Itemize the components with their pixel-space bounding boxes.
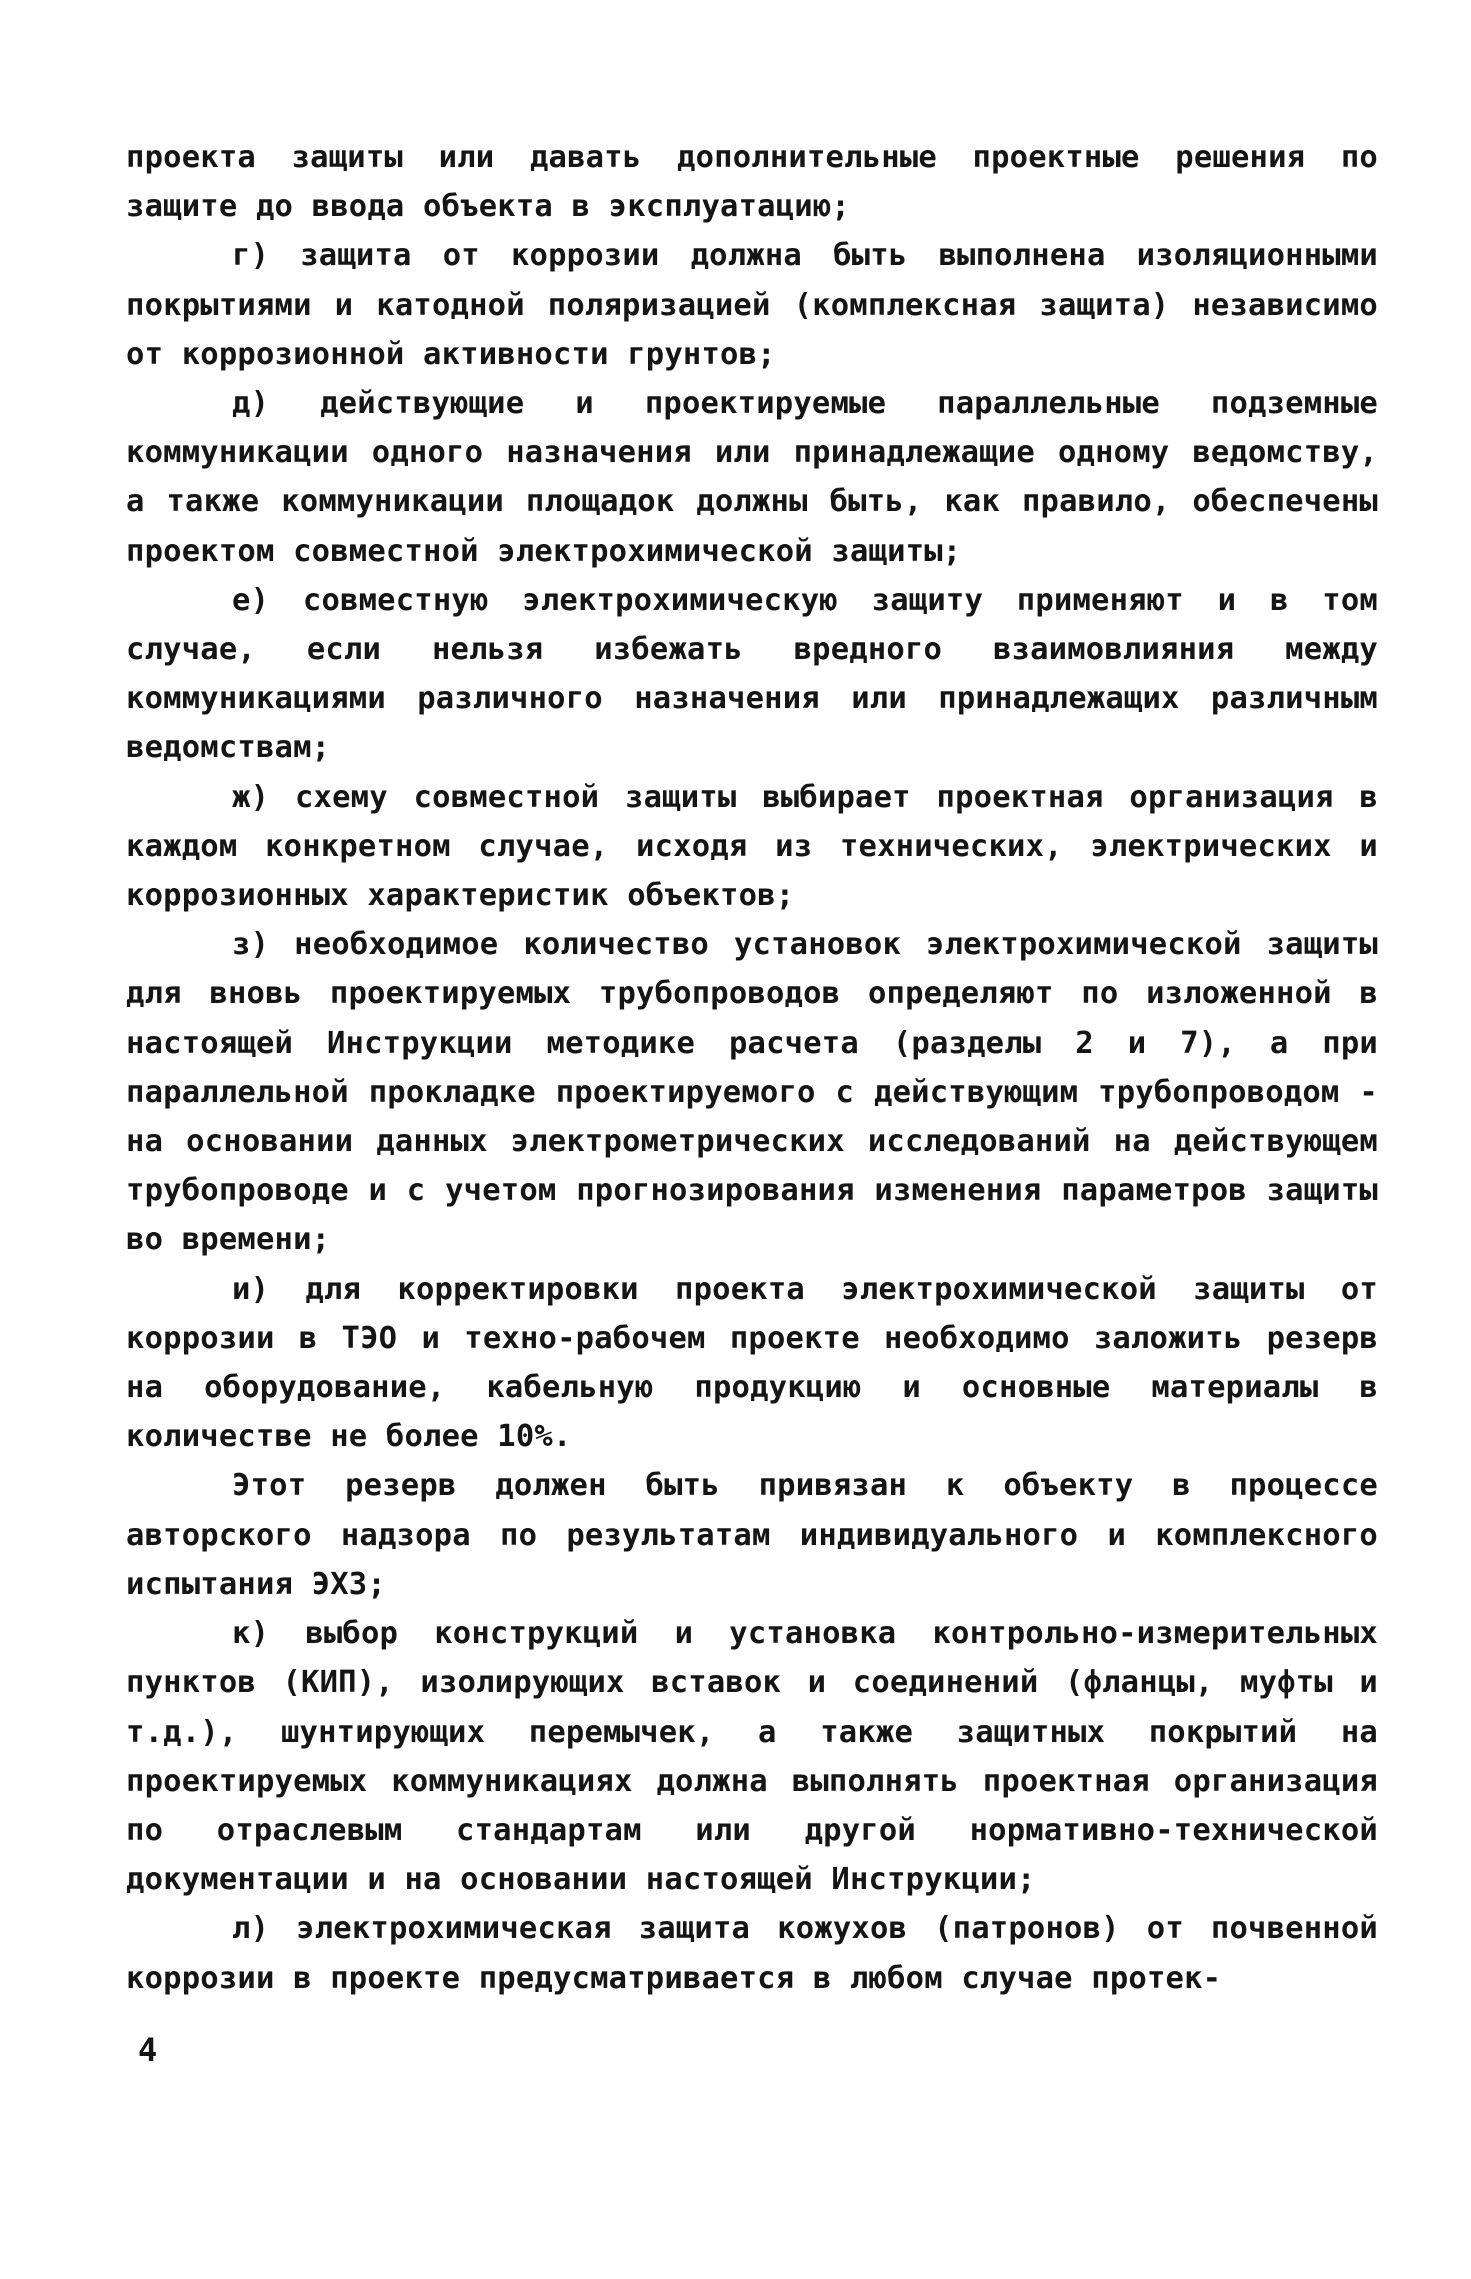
paragraph-item-zh: ж) схему совместной защиты выбирает проектная организация в каждом конкретном случае, исходя из технических, электрических и коррозионных характеристик объектов; xyxy=(126,779,1378,914)
paragraph-item-i: и) для корректировки проекта электрохимической защиты от коррозии в ТЭО и техно-рабочем проекте необходимо заложить резерв на оборудование, кабельную продукцию и основные материалы в количестве не более 10%. xyxy=(126,1271,1378,1455)
paragraph-item-z: з) необходимое количество установок электрохимической защиты для вновь проектируемых трубопроводов определяют по изложенной в настоящей Инструкции методике расчета (разделы 2 и 7), а при параллельной прокладке проектируемого с действующим трубопроводом - на основании данных электрометрических исследований на действующем трубопроводе и с учетом прогнозирования изменения параметров защиты во времени; xyxy=(126,927,1378,1258)
paragraph-item-e: е) совместную электрохимическую защиту применяют и в том случае, если нельзя избежать вредного взаимовлияния между коммуникациями различного назначения или принадлежащих различным ведомствам; xyxy=(126,582,1378,766)
page-number: 4 xyxy=(138,2031,158,2069)
paragraph-item-g: г) защита от коррозии должна быть выполнена изоляционными покрытиями и катодной поляризацией (комплексная защита) независимо от коррозионной активности грунтов; xyxy=(126,238,1378,372)
paragraph-item-d: д) действующие и проектируемые параллельные подземные коммуникации одного назначения или принадлежащие одному ведомству, а также коммуникации площадок должны быть, как правило, обеспечены проектом совместной электрохимической защиты; xyxy=(126,386,1378,569)
paragraph-continuation: проекта защиты или давать дополнительные проектные решения по защите до ввода объекта в эксплуатацию; xyxy=(126,140,1378,225)
paragraph-item-l: л) электрохимическая защита кожухов (патронов) от почвенной коррозии в проекте предусматривается в любом случае протек- xyxy=(126,1911,1378,1996)
body-text xyxy=(126,133,1378,2003)
paragraph-reserve-note: Этот резерв должен быть привязан к объекту в процессе авторского надзора по результатам индивидуального и комплексного испытания ЭХЗ; xyxy=(126,1468,1378,1602)
paragraph-item-k: к) выбор конструкций и установка контрольно-измерительных пунктов (КИП), изолирующих вставок и соединений (фланцы, муфты и т.д.), шунтирующих перемычек, а также защитных покрытий на проектируемых коммуникациях должна выполнять проектная организация по отраслевым стандартам или другой нормативно-технической документации и на основании настоящей Инструкции; xyxy=(126,1616,1378,1898)
